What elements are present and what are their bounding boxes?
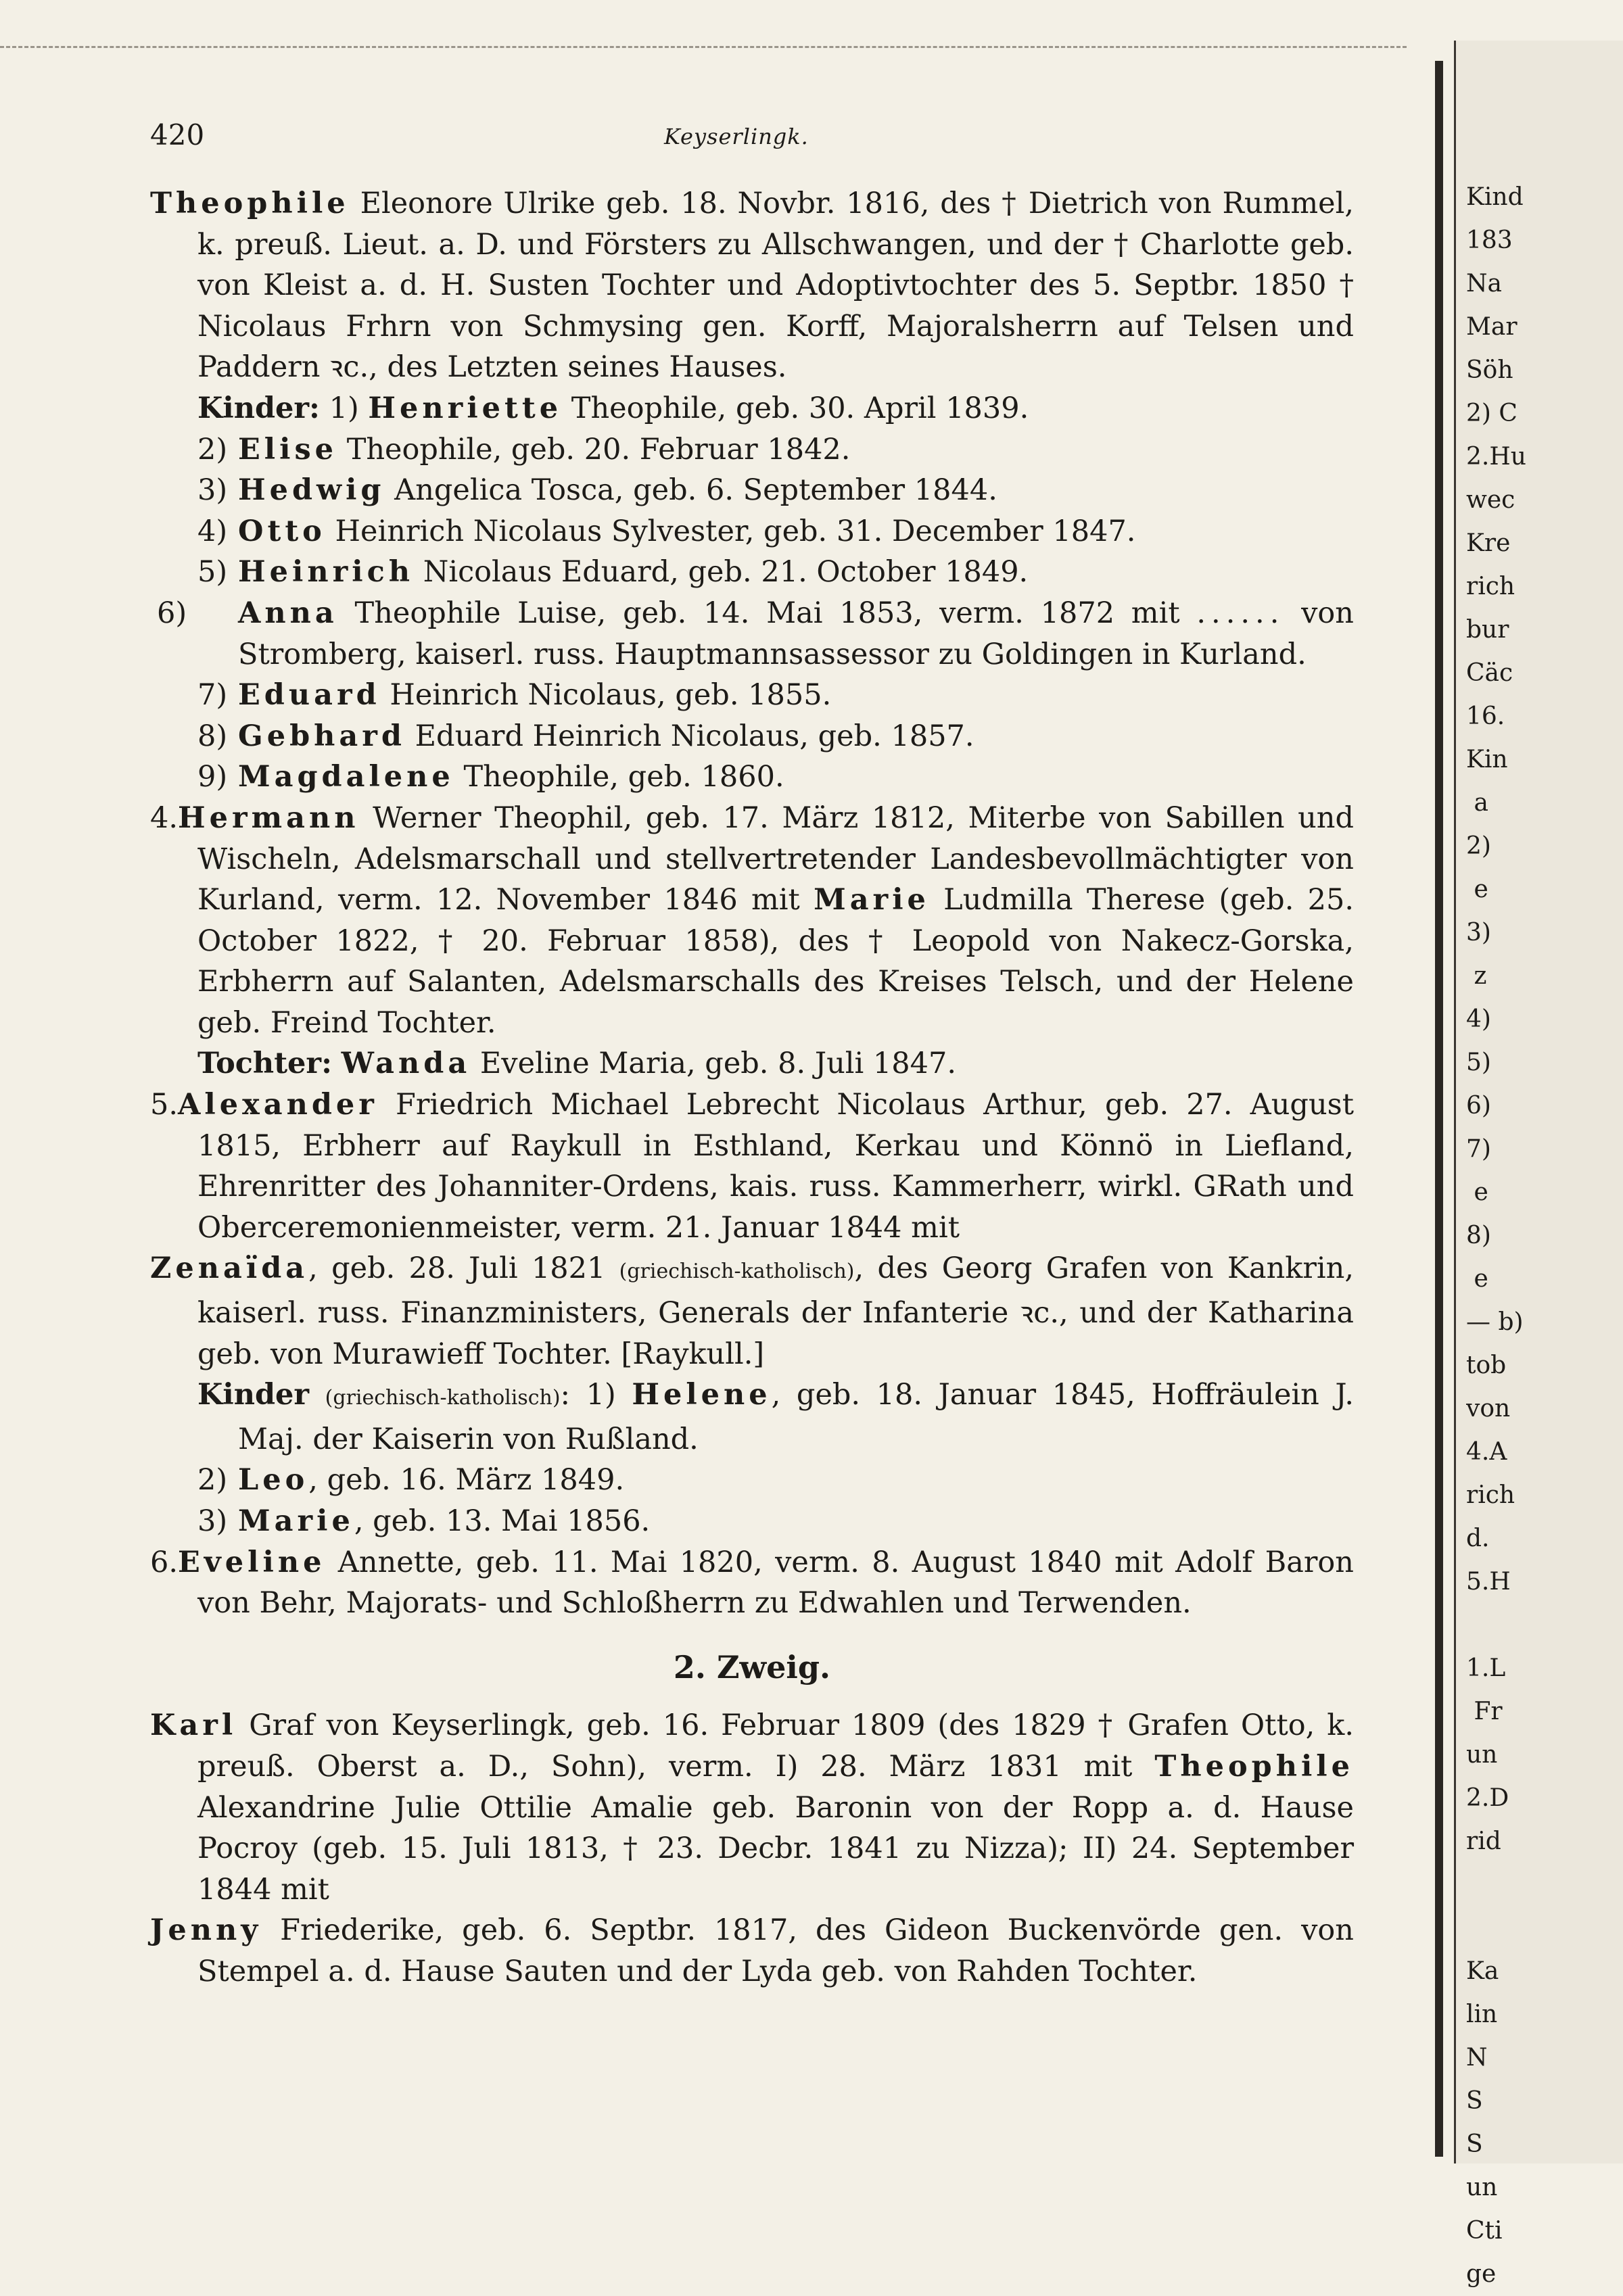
kinder-label: Kinder xyxy=(197,1378,310,1412)
entry-text: Friedrich Michael Lebrecht Nicolaus Arthur, geb. 27. August 1815, Erbherr auf Raykull in Esthland, Kerkau und Könnö in Liefland, Ehrenritter des Johanniter-Ordens, kais. russ. Kammerherr, wirkl. GRath und Oberceremonienmeister, verm. 21. Januar 1844 mit xyxy=(197,1088,1354,1245)
child-entry xyxy=(150,1460,1354,1501)
person-name: Alexander xyxy=(178,1088,378,1122)
spouse-name: Theophile xyxy=(1154,1749,1355,1784)
child-entry xyxy=(150,552,1354,593)
entry-text: Werner Theophil, geb. 17. März 1812, Miterbe von Sabillen und Wischeln, Adelsmarschall und stellvertretender Landesbevollmächtigter von Kurland, verm. 12. November 1846 mit xyxy=(197,800,1354,917)
child-num: 4) xyxy=(197,514,228,548)
child-name: Gebhard xyxy=(238,719,406,753)
spouse-name: Jenny xyxy=(150,1913,262,1948)
omitted-name-dots: ...... xyxy=(1196,596,1285,630)
child-name: Anna xyxy=(238,596,338,630)
child-name: Elise xyxy=(238,432,338,467)
book-page xyxy=(150,118,1354,1992)
entry-num: 5. xyxy=(150,1088,179,1122)
child-num: 3) xyxy=(197,473,228,508)
child-text: Theophile, geb. 30. April 1839. xyxy=(571,391,1029,425)
child-name: Otto xyxy=(238,514,326,548)
child-text: , geb. 18. Januar 1845, Hoffräulein J. Maj. der Kaiserin von Rußland. xyxy=(238,1378,1355,1456)
entry-text: Eleonore Ulrike geb. 18. Novbr. 1816, des † Dietrich von Rummel, k. preuß. Lieut. a. D. und Försters zu Allschwangen, und der † Charlotte geb. von Kleist a. d. H. Susten Tochter und Adoptivtochter des 5. Septbr. 1850 † Nicolaus Frhrn von Schmysing gen. Korff, Majoralsherrn auf Telsen und Paddern ꝛc., des Letzten seines Hauses. xyxy=(197,187,1354,385)
child-text: Eduard Heinrich Nicolaus, geb. 1857. xyxy=(415,719,974,753)
running-title: Keyserlingk. xyxy=(664,124,809,149)
person-name: Karl xyxy=(150,1708,237,1743)
entry-jenny xyxy=(150,1910,1354,1992)
religion-note: (griechisch-katholisch) xyxy=(619,1260,855,1284)
entry-text: Annette, geb. 11. Mai 1820, verm. 8. August 1840 mit Adolf Baron von Behr, Majorats- und Schloßherrn zu Edwahlen und Terwenden. xyxy=(197,1545,1354,1621)
entry-text-cont: , des Georg Grafen von Kankrin, kaiserl. russ. Finanzministers, Generals der Infanterie ꝛc., und der Katharina geb. von Murawieff Tochter. [Raykull.] xyxy=(197,1251,1354,1371)
child-text: Theophile Luise, geb. 14. Mai 1853, verm. 1872 mit xyxy=(354,596,1180,630)
child-text: Nicolaus Eduard, geb. 21. October 1849. xyxy=(423,555,1029,590)
child-entry xyxy=(150,757,1354,798)
child-name: Heinrich xyxy=(238,555,415,590)
spouse-name: Zenaïda xyxy=(150,1251,309,1286)
kinder2-line-1: Kinder (griechisch-katholisch): 1) Helene, geb. 18. Januar 1845, Hoffräulein J. Maj. der Kaiserin von Rußland. xyxy=(197,1378,1355,1456)
page-number: 420 xyxy=(150,118,205,151)
child-name: Magdalene xyxy=(238,760,454,794)
child-text: Angelica Tosca, geb. 6. September 1844. xyxy=(394,473,997,508)
child-name: Helene xyxy=(632,1378,772,1412)
entry-karl xyxy=(150,1705,1354,1910)
person-name: Eveline xyxy=(178,1545,326,1579)
child-num: 9) xyxy=(197,760,228,794)
entry-text: , geb. 28. Juli 1821 xyxy=(308,1251,606,1286)
child-num: 7) xyxy=(197,678,228,713)
child-name: Leo xyxy=(238,1463,309,1498)
child-text: Heinrich Nicolaus, geb. 1855. xyxy=(390,678,832,713)
child-name: Marie xyxy=(238,1504,354,1538)
child-entry xyxy=(150,1501,1354,1542)
top-edge-rule xyxy=(0,46,1407,48)
child-text: , geb. 13. Mai 1856. xyxy=(354,1504,651,1538)
child-name: Henriette xyxy=(368,391,563,425)
child-num: 1) xyxy=(329,391,359,425)
child-num: 6) xyxy=(157,596,187,630)
entry-num: 6. xyxy=(150,1545,179,1579)
entry-text-cont: Ludmilla Therese (geb. 25. October 1822, † 20. Februar 1858), des † Leopold von Nakecz-Gorska, Erbherrn auf Salanten, Adelsmarschalls des Kreises Telsch, und der Helene geb. Freind Tochter. xyxy=(197,883,1354,1040)
child-entry xyxy=(150,429,1354,471)
child-text: Theophile, geb. 20. Februar 1842. xyxy=(346,432,851,467)
child-name: Hedwig xyxy=(238,473,385,508)
entry-text: Friederike, geb. 6. Septbr. 1817, des Gideon Buckenvörde gen. von Stempel a. d. Hause Sauten und der Lyda geb. von Rahden Tochter. xyxy=(197,1913,1354,1988)
entry-eveline xyxy=(150,1542,1354,1624)
spouse-name: Marie xyxy=(814,883,930,917)
child-entry xyxy=(150,716,1354,757)
child-text: Eveline Maria, geb. 8. Juli 1847. xyxy=(479,1047,957,1081)
child-text-cont: von Stromberg, kaiserl. russ. Hauptmannsassessor zu Goldingen in Kurland. xyxy=(238,596,1354,671)
child-entry xyxy=(150,675,1354,716)
child-num: 1) xyxy=(586,1378,616,1412)
child-text: Heinrich Nicolaus Sylvester, geb. 31. December 1847. xyxy=(335,514,1136,548)
tochter-label: Tochter: xyxy=(197,1047,332,1081)
child-num: 3) xyxy=(197,1504,228,1538)
section-heading: 2. Zweig. xyxy=(673,1648,831,1685)
tochter-line xyxy=(150,1043,1354,1084)
page-text xyxy=(150,183,1354,1992)
facing-page-fragments: Kind 183 Na Mar Söh 2) C 2.Hu wec Kre rich bur Cäc 16. Kin a 2) e 3) z 4) 5) 6) 7) e 8) e — b) tob von 4.A rich d. 5.H 1.L Fr un 2.D rid Ka lin N S S un Cti ge xyxy=(1466,183,1526,2288)
person-name: Theophile xyxy=(150,187,350,220)
book-gutter xyxy=(1435,61,1443,2157)
child-num: 2) xyxy=(197,1463,228,1498)
kinder-label: Kinder: xyxy=(197,391,320,425)
child-text: , geb. 16. März 1849. xyxy=(308,1463,625,1498)
child-name: Eduard xyxy=(238,678,381,713)
kinder-line-1 xyxy=(150,388,1354,429)
page-header xyxy=(150,118,1354,183)
child-text: Theophile, geb. 1860. xyxy=(463,760,784,794)
child-entry xyxy=(150,470,1354,511)
entry-zenaida xyxy=(150,1248,1354,1374)
person-name: Hermann xyxy=(178,800,360,835)
child-entry xyxy=(150,593,1354,675)
child-num: 2) xyxy=(197,432,228,467)
entry-num: 4. xyxy=(150,800,179,835)
entry-hermann xyxy=(150,798,1354,1044)
child-entry xyxy=(150,511,1354,552)
child-num: 8) xyxy=(197,719,228,753)
entry-alexander xyxy=(150,1084,1354,1248)
child-name: Wanda xyxy=(341,1047,471,1081)
religion-note: (griechisch-katholisch) xyxy=(325,1386,561,1410)
entry-text-cont: Alexandrine Julie Ottilie Amalie geb. Baronin von der Ropp a. d. Hause Pocroy (geb. 15. Juli 1813, † 23. Decbr. 1841 zu Nizza); II) 24. September 1844 mit xyxy=(197,1790,1354,1907)
entry-theophile xyxy=(150,183,1354,388)
entry-text: Graf von Keyserlingk, geb. 16. Februar 1809 (des 1829 † Grafen Otto, k. preuß. Oberst a. D., Sohn), verm. I) 28. März 1831 mit xyxy=(197,1708,1354,1784)
child-num: 5) xyxy=(197,555,228,590)
